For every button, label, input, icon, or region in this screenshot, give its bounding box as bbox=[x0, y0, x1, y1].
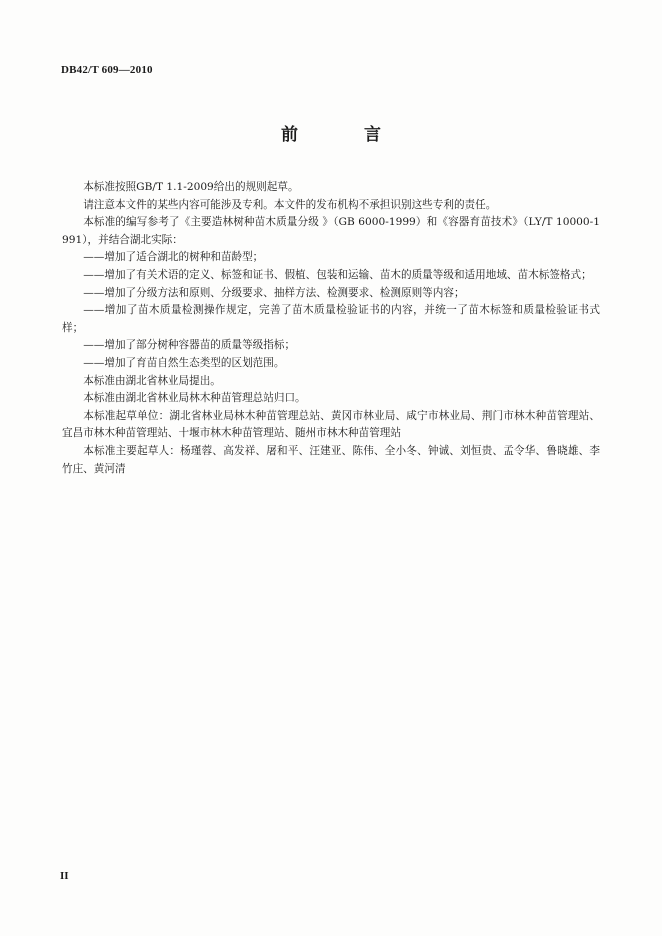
page-number: II bbox=[60, 870, 69, 882]
paragraph-drafting-units: 本标准起草单位：湖北省林业局林木种苗管理总站、黄冈市林业局、咸宁市林业局、荆门市林木种苗管理站、宜昌市林木种苗管理站、十堰市林木种苗管理站、随州市林木种苗管理站 bbox=[62, 409, 600, 440]
paragraph-drafting-rules: 本标准按照GB/T 1.1-2009给出的规则起草。 bbox=[83, 181, 299, 193]
list-item-inspection: ——增加了苗木质量检测操作规定，完善了苗木质量检验证书的内容，并统一了苗木标签和质量检验证书式样； bbox=[62, 304, 600, 334]
foreword-body bbox=[62, 179, 600, 478]
list-item-ecological-zones: ——增加了育苗自然生态类型的区划范围。 bbox=[83, 356, 285, 369]
list-item-grading: ——增加了分级方法和原则、分级要求、抽样方法、检测要求、检测原则等内容； bbox=[83, 286, 465, 299]
list-item-terms: ——增加了有关术语的定义、标签和证书、假植、包装和运输、苗木的质量等级和适用地域、苗木标签格式； bbox=[83, 268, 592, 281]
paragraph-patent-notice: 请注意本文件的某些内容可能涉及专利。本文件的发布机构不承担识别这些专利的责任。 bbox=[83, 198, 497, 211]
page-title: 前 言 bbox=[281, 125, 411, 145]
paragraph-administrator: 本标准由湖北省林业局林木种苗管理总站归口。 bbox=[83, 392, 306, 405]
document-code: DB42/T 609—2010 bbox=[61, 64, 153, 76]
paragraph-references: 本标准的编写参考了《主要造林树种苗木质量分级 》（GB 6000-1999）和《容器育苗技术》（LY/T 10000-1991），并结合湖北实际： bbox=[62, 216, 600, 246]
list-item-species: ——增加了适合湖北的树种和苗龄型； bbox=[83, 251, 264, 264]
list-item-container-seedlings: ——增加了部分树种容器苗的质量等级指标； bbox=[83, 339, 296, 352]
paragraph-proposer: 本标准由湖北省林业局提出。 bbox=[83, 374, 221, 387]
paragraph-drafters: 本标准主要起草人：杨瑾蓉、高发祥、屠和平、汪建亚、陈伟、全小冬、钟诚、刘恒贵、孟令华、鲁晓雄、李竹庄、黄河清 bbox=[62, 444, 600, 475]
